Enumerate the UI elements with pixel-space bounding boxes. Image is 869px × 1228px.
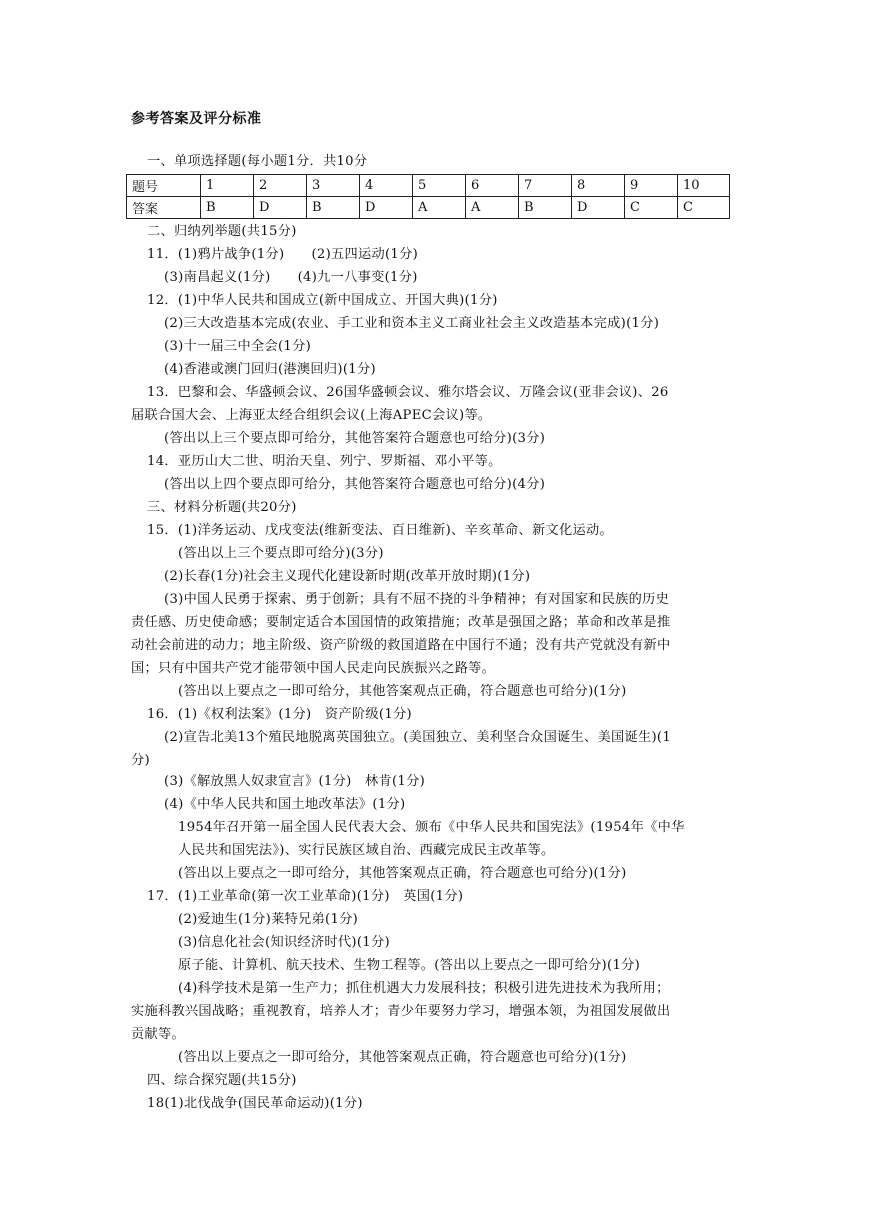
- table-cell: 4: [360, 175, 413, 197]
- text-line: 实施科教兴国战略；重视教育，培养人才；青少年要努力学习，增强本领，为祖国发展做出: [131, 1004, 671, 1019]
- text-line: 17．(1)工业革命(第一次工业革命)(1分) 英国(1分): [147, 889, 464, 904]
- section-heading: 一、单项选择题(每小题1分．共10分: [147, 154, 368, 169]
- table-cell: 7: [519, 175, 572, 197]
- text-line: (4)香港或澳门回归(港澳回归)(1分): [164, 362, 376, 377]
- table-cell: 10: [678, 175, 730, 197]
- text-line: (4)《中华人民共和国土地改革法》(1分): [164, 797, 406, 812]
- section-heading: 二、归纳列举题(共15分): [147, 224, 297, 239]
- text-line: 动社会前进的动力；地主阶级、资产阶级的救国道路在中国行不通；没有共产党就没有新中: [131, 638, 671, 653]
- table-cell: 1: [201, 175, 254, 197]
- table-cell: D: [572, 197, 625, 219]
- section-heading: 三、材料分析题(共20分): [147, 500, 297, 515]
- table-cell: A: [466, 197, 519, 219]
- table-cell: 8: [572, 175, 625, 197]
- text-line: (2)长春(1分)社会主义现代化建设新时期(改革开放时期)(1分): [164, 569, 531, 584]
- table-cell: B: [201, 197, 254, 219]
- text-line: (答出以上要点之一即可给分，其他答案观点正确，符合题意也可给分)(1分): [178, 684, 627, 699]
- table-cell: A: [413, 197, 466, 219]
- text-line: (3)中国人民勇于探索、勇于创新；具有不屈不挠的斗争精神；有对国家和民族的历史: [164, 592, 670, 607]
- text-line: (3)南昌起义(1分) (4)九一八事变(1分): [164, 270, 418, 285]
- document-title: 参考答案及评分标准: [131, 111, 262, 127]
- table-row: [127, 175, 730, 197]
- table-cell: D: [254, 197, 307, 219]
- table-cell: C: [625, 197, 678, 219]
- text-line: (2)爱迪生(1分)莱特兄弟(1分): [178, 912, 359, 927]
- text-line: 11．(1)鸦片战争(1分) (2)五四运动(1分): [147, 247, 419, 262]
- table-cell: C: [678, 197, 730, 219]
- text-line: 原子能、计算机、航天技术、生物工程等。(答出以上要点之一即可给分)(1分): [178, 958, 641, 973]
- text-line: (答出以上要点之一即可给分，其他答案观点正确，符合题意也可给分)(1分): [178, 866, 627, 881]
- text-line: (4)科学技术是第一生产力；抓住机遇大力发展科技；积极引进先进技术为我所用；: [178, 981, 670, 996]
- text-line: 15．(1)洋务运动、戊戌变法(维新变法、百日维新)、辛亥革命、新文化运动。: [147, 523, 613, 538]
- text-line: 责任感、历史使命感；要制定适合本国国情的政策措施；改革是强国之路；革命和改革是推: [131, 615, 671, 630]
- text-line: 12．(1)中华人民共和国成立(新中国成立、开国大典)(1分): [147, 293, 498, 308]
- text-line: 18(1)北伐战争(国民革命运动)(1分): [147, 1096, 363, 1111]
- text-line: (2)宣告北美13个殖民地脱离英国独立。(美国独立、美利坚合众国诞生、美国诞生)(1: [164, 730, 672, 745]
- text-line: (2)三大改造基本完成(农业、手工业和资本主义工商业社会主义改造基本完成)(1分): [164, 316, 660, 331]
- table-cell: B: [519, 197, 572, 219]
- text-line: (答出以上三个要点即可给分)(3分): [178, 546, 384, 561]
- table-cell: 9: [625, 175, 678, 197]
- text-line: (3)《解放黑人奴隶宣言》(1分) 林肯(1分): [164, 774, 426, 789]
- table-cell: 2: [254, 175, 307, 197]
- answer-table: [126, 174, 730, 219]
- table-cell: 题号: [127, 175, 201, 197]
- text-line: (答出以上要点之一即可给分，其他答案观点正确，符合题意也可给分)(1分): [178, 1050, 627, 1065]
- table-cell: 3: [307, 175, 360, 197]
- text-line: 届联合国大会、上海亚太经合组织会议(上海APEC会议)等。: [131, 408, 492, 423]
- table-cell: 答案: [127, 197, 201, 219]
- text-line: 16．(1)《权利法案》(1分) 资产阶级(1分): [147, 707, 412, 722]
- section-heading: 四、综合探究题(共15分): [147, 1073, 297, 1088]
- table-cell: B: [307, 197, 360, 219]
- text-line: 13．巴黎和会、华盛顿会议、26国华盛顿会议、雅尔塔会议、万隆会议(亚非会议)、26: [147, 385, 669, 400]
- text-line: 人民共和国宪法》)、实行民族区域自治、西藏完成民主改革等。: [178, 843, 555, 858]
- table-cell: D: [360, 197, 413, 219]
- text-line: 分): [131, 753, 150, 768]
- table-cell: 5: [413, 175, 466, 197]
- text-line: (3)信息化社会(知识经济时代)(1分): [178, 935, 390, 950]
- text-line: (答出以上三个要点即可给分，其他答案符合题意也可给分)(3分): [164, 431, 546, 446]
- text-line: 14．亚历山大二世、明治天皇、列宁、罗斯福、邓小平等。: [147, 454, 502, 469]
- table-cell: 6: [466, 175, 519, 197]
- text-line: 1954年召开第一届全国人民代表大会、颁布《中华人民共和国宪法》(1954年《中华: [178, 820, 685, 835]
- text-line: (3)十一届三中全会(1分): [164, 339, 312, 354]
- text-line: 国；只有中国共产党才能带领中国人民走向民族振兴之路等。: [131, 661, 496, 676]
- text-line: 贡献等。: [131, 1027, 185, 1042]
- table-row: [127, 197, 730, 219]
- text-line: (答出以上四个要点即可给分，其他答案符合题意也可给分)(4分): [164, 477, 546, 492]
